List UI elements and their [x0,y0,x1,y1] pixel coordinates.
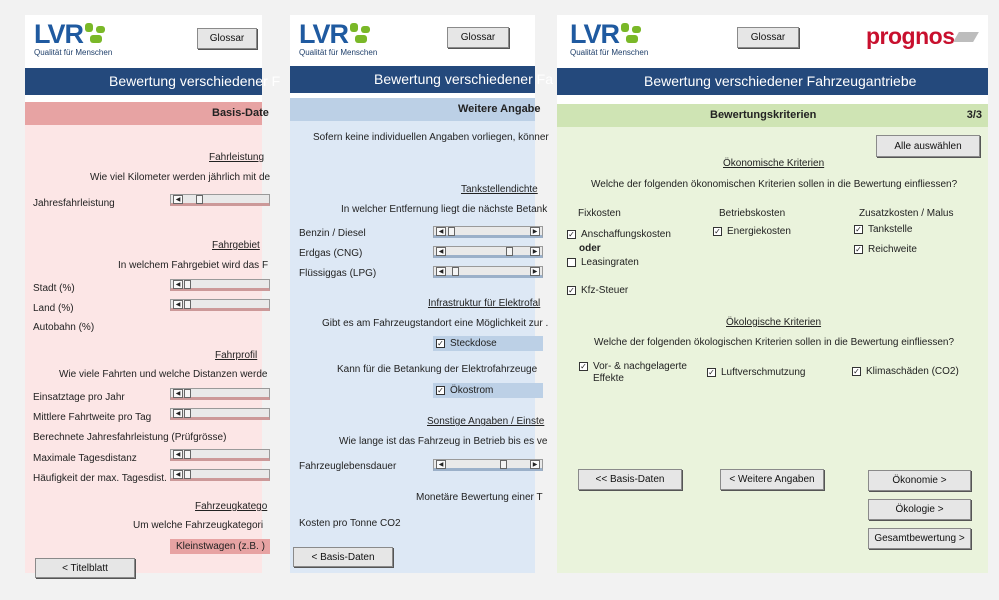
slider-thumb[interactable] [452,267,459,276]
question-fahrleistung: Wie viel Kilometer werden jährlich mit de [90,172,271,183]
slider-thumb[interactable] [500,460,507,469]
label-berechnet: Berechnete Jahresfahrleistung (Prüfgrösse) [33,432,227,443]
checkbox-checked-icon[interactable]: ✓ [708,368,715,377]
select-all-button[interactable]: Alle auswählen [876,135,980,157]
checkbox-checked-icon[interactable]: ✓ [714,227,721,236]
slider-thumb[interactable] [506,247,513,256]
checkbox-klimaschaeden[interactable]: ✓ Klimaschäden (CO2) [853,366,959,377]
slider-left-arrow-icon[interactable]: ◀ [173,409,183,418]
page-indicator: 3/3 [966,109,982,121]
slider-right-arrow-icon[interactable]: ▶ [530,267,540,276]
slider-left-arrow-icon[interactable]: ◀ [173,300,183,309]
slider-thumb[interactable] [184,409,191,418]
back-basis-daten-button[interactable]: < Basis-Daten [293,547,393,567]
slider-lebensdauer[interactable] [433,459,543,471]
select-fahrzeugkategorie[interactable]: Kleinstwagen (z.B. ) [170,539,270,554]
heading-fahrprofil: Fahrprofil [215,350,258,361]
question-tankstellen: In welcher Entfernung liegt die nächste Betank [341,204,548,215]
question-infrastruktur: Gibt es am Fahrzeugstandort eine Möglichkeit zur . [322,318,549,329]
column-fixkosten: Fixkosten [578,208,621,219]
heading-sonstige: Sonstige Angaben / Einste [427,416,545,427]
heading-fahrgebiet: Fahrgebiet [212,240,260,251]
nav-weitere-angaben-button[interactable]: < Weitere Angaben [720,469,824,490]
checkbox-checked-icon[interactable]: ✓ [580,362,587,371]
checkbox-tankstelle[interactable]: ✓ Tankstelle [855,224,913,235]
checkbox-energiekosten[interactable]: ✓ Energiekosten [714,226,791,237]
slider-left-arrow-icon[interactable]: ◀ [436,460,446,469]
checkbox-checked-icon[interactable]: ✓ [855,225,862,234]
question-fahrzeugkategorie: Um welche Fahrzeugkategori [133,520,264,531]
heading-oekonomisch: Ökonomische Kriterien [723,158,825,169]
nav-oekologie-button[interactable]: Ökologie > [868,499,971,520]
section-title: Bewertungskriterien 3/3 [557,104,988,127]
slider-land[interactable] [170,299,270,311]
question-oekonomisch: Welche der folgenden ökonomischen Kriterien sollen in die Bewertung einfliessen? [591,179,958,190]
heading-tankstellendichte: Tankstellendichte [461,184,538,195]
glossar-button[interactable]: Glossar [447,27,509,48]
glossar-button[interactable]: Glossar [737,27,799,48]
banner-title: Bewertung verschiedener Fa [290,66,535,93]
form-area [25,125,271,574]
lvr-logo-mark-icon [621,23,643,45]
checkbox-luftverschmutzung[interactable]: ✓ Luftverschmutzung [708,367,806,378]
nav-basis-daten-button[interactable]: << Basis-Daten [578,469,682,490]
checkbox-checked-icon[interactable]: ✓ [568,230,575,239]
slider-right-arrow-icon[interactable]: ▶ [530,460,540,469]
slider-left-arrow-icon[interactable]: ◀ [436,247,446,256]
form-area [290,121,549,573]
label-haeufigkeit: Häufigkeit der max. Tagesdist. [33,473,167,484]
label-stadt: Stadt (%) [33,283,75,294]
label-erdgas: Erdgas (CNG) [299,248,363,259]
section-title: Basis-Date [25,102,262,125]
banner-title: Bewertung verschiedener Fahrzeugantriebe [557,68,988,95]
slider-left-arrow-icon[interactable]: ◀ [173,450,183,459]
checkbox-leasingraten[interactable]: Leasingraten [567,257,639,268]
slider-thumb[interactable] [184,280,191,289]
label-jahresfahrleistung: Jahresfahrleistung [33,198,115,209]
checkbox-oekostrom[interactable]: ✓ Ökostrom [433,383,543,398]
slider-fluessiggas[interactable] [433,266,543,278]
form-area [557,127,988,573]
lvr-logo-mark-icon [350,23,372,45]
heading-fahrleistung: Fahrleistung [209,152,265,163]
back-titelblatt-button[interactable]: < Titelblatt [35,558,135,578]
column-zusatzkosten: Zusatzkosten / Malus [859,208,954,219]
slider-right-arrow-icon[interactable]: ▶ [530,227,540,236]
checkbox-anschaffungskosten[interactable]: ✓ Anschaffungskosten [568,229,671,240]
slider-right-arrow-icon[interactable]: ▶ [530,247,540,256]
slider-left-arrow-icon[interactable]: ◀ [173,195,183,204]
slider-max-distanz[interactable] [170,449,270,461]
question-betankung: Kann für die Betankung der Elektrofahrzeuge [337,364,538,375]
slider-benzin[interactable] [433,226,543,238]
slider-left-arrow-icon[interactable]: ◀ [173,280,183,289]
panel-bewertungskriterien [557,15,988,573]
prognos-logo: prognos [866,23,976,50]
heading-fahrzeugkategorie: Fahrzeugkatego [195,501,268,512]
label-fahrtweite: Mittlere Fahrtweite pro Tag [33,412,152,423]
checkbox-checked-icon[interactable]: ✓ [437,386,444,396]
slider-thumb[interactable] [184,389,191,398]
glossar-button[interactable]: Glossar [197,28,257,49]
prognos-swoosh-icon [953,32,979,42]
slider-thumb[interactable] [184,470,191,479]
label-fluessiggas: Flüssiggas (LPG) [299,268,377,279]
slider-einsatztage[interactable] [170,388,270,400]
question-sonstige: Wie lange ist das Fahrzeug in Betrieb bis es ve [339,436,548,447]
heading-infrastruktur: Infrastruktur für Elektrofal [428,298,541,309]
slider-fahrtweite[interactable] [170,408,270,420]
checkbox-unchecked-icon[interactable] [567,258,576,267]
slider-left-arrow-icon[interactable]: ◀ [173,470,183,479]
question-fahrprofil: Wie viele Fahrten und welche Distanzen werde [59,369,268,380]
checkbox-checked-icon[interactable]: ✓ [853,367,860,376]
label-max-distanz: Maximale Tagesdistanz [33,453,137,464]
slider-haeufigkeit[interactable] [170,469,270,481]
label-kosten-co2: Kosten pro Tonne CO2 [299,518,401,529]
label-benzin: Benzin / Diesel [299,228,366,239]
label-oder: oder [579,243,601,254]
checkbox-steckdose[interactable]: ✓ Steckdose [433,336,543,351]
lvr-logo: LVR Qualität für Menschen [34,19,113,57]
nav-oekonomie-button[interactable]: Ökonomie > [868,470,971,491]
checkbox-kfz-steuer[interactable]: ✓ Kfz-Steuer [568,285,629,296]
label-land: Land (%) [33,303,74,314]
label-monetaer: Monetäre Bewertung einer T [416,492,543,503]
slider-thumb[interactable] [448,227,455,236]
lvr-logo: LVR Qualität für Menschen [570,19,649,57]
checkbox-reichweite[interactable]: ✓ Reichweite [855,244,917,255]
checkbox-checked-icon[interactable]: ✓ [568,286,575,295]
intro-text: Sofern keine individuellen Angaben vorliegen, könner [313,132,549,143]
question-fahrgebiet: In welchem Fahrgebiet wird das F [118,260,269,271]
label-autobahn: Autobahn (%) [33,322,95,333]
label-lebensdauer: Fahrzeuglebensdauer [299,461,397,472]
panel-weitere-angaben [290,15,553,573]
label-einsatztage: Einsatztage pro Jahr [33,392,125,403]
section-title: Weitere Angabe [290,98,535,121]
nav-gesamtbewertung-button[interactable]: Gesamtbewertung > [868,528,971,549]
heading-oekologisch: Ökologische Kriterien [726,317,822,328]
question-oekologisch: Welche der folgenden ökologischen Kriterien sollen in die Bewertung einfliessen? [594,337,955,348]
lvr-logo-mark-icon [85,23,107,45]
column-betriebskosten: Betriebskosten [719,208,786,219]
lvr-logo: LVR Qualität für Menschen [299,19,378,57]
slider-thumb[interactable] [196,195,203,204]
slider-jahresfahrleistung[interactable] [170,194,270,206]
banner-title: Bewertung verschiedener F [25,68,262,95]
panel-basis-daten [25,15,281,574]
checkbox-vor-nachgelagerte[interactable]: ✓ Vor- & nachgelagerte Effekte [580,361,687,384]
slider-left-arrow-icon[interactable]: ◀ [436,267,446,276]
slider-thumb[interactable] [184,300,191,309]
slider-erdgas[interactable] [433,246,543,258]
checkbox-checked-icon[interactable]: ✓ [437,339,444,349]
slider-stadt[interactable] [170,279,270,291]
slider-thumb[interactable] [184,450,191,459]
slider-left-arrow-icon[interactable]: ◀ [173,389,183,398]
checkbox-checked-icon[interactable]: ✓ [855,245,862,254]
slider-left-arrow-icon[interactable]: ◀ [436,227,446,236]
